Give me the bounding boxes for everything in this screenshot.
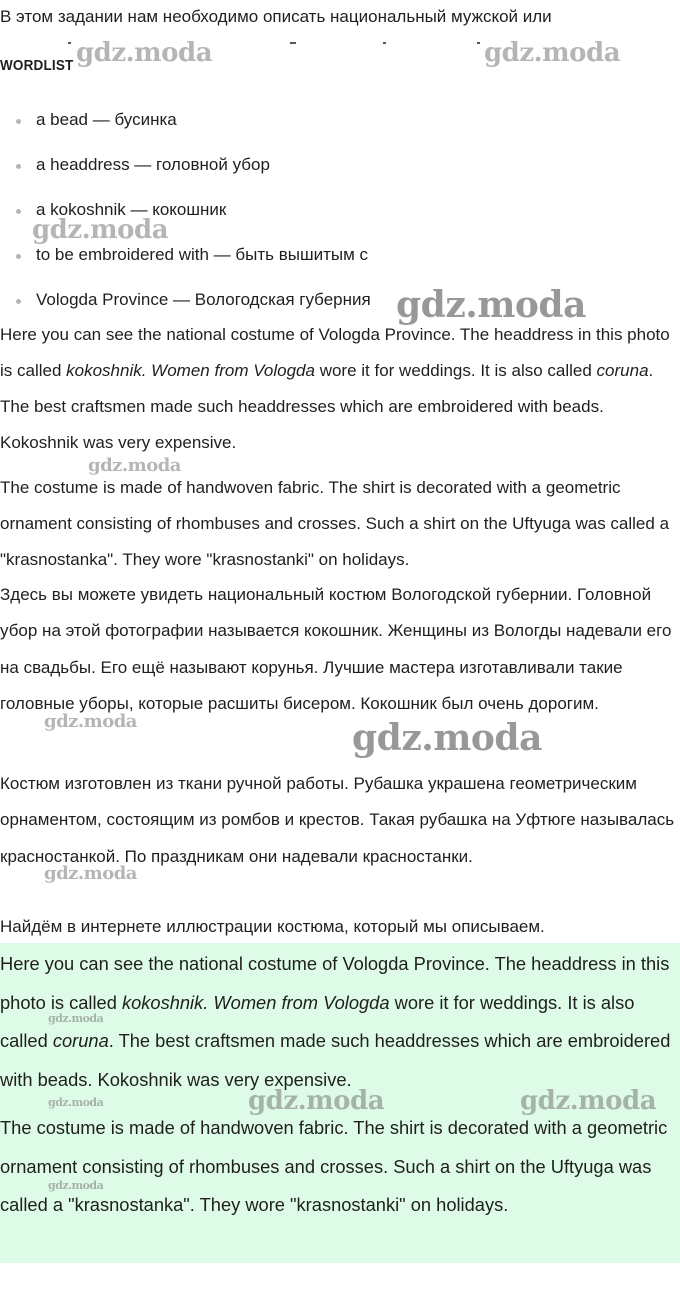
list-item: a bead — бусинка xyxy=(0,108,680,153)
bullet-icon xyxy=(16,254,21,259)
watermark: gdz.moda xyxy=(48,1012,104,1025)
watermark: gdz.moda xyxy=(76,38,213,68)
highlighted-answer xyxy=(0,943,680,1263)
list-item: a kokoshnik — кокошник xyxy=(0,198,680,243)
watermark: gdz.moda xyxy=(352,717,542,759)
bullet-icon xyxy=(16,299,21,304)
list-item: to be embroidered with — быть вышитым с xyxy=(0,243,680,288)
watermark: gdz.moda xyxy=(396,284,586,326)
watermark: gdz.moda xyxy=(44,711,137,732)
watermark: gdz.moda xyxy=(88,455,181,476)
russian-paragraph-1: Здесь вы можете увидеть национальный костюм Вологодской губернии. Головной убор на этой фотографии называется кокошник. Женщины из Вологды надевали его на свадьбы. Его ещё называют корунья. Лучшие мастера изготавливали такие головные уборы, которые расшиты бисером. Кокошник был очень дорогим. xyxy=(0,585,672,713)
intro-text: В этом задании нам необходимо описать национальный мужской или xyxy=(0,7,552,26)
english-paragraph-1: Here you can see the national costume of Vologda Province. The headdress in this photo is called kokoshnik. Women from Vologda wore it for weddings. It is also called coruna. The best craftsmen made such headdresses which are embroidered with beads. Kokoshnik was very expensive. xyxy=(0,325,670,452)
english-paragraph-2: The costume is made of handwoven fabric. The shirt is decorated with a geometric ornament consisting of rhombuses and crosses. Such a shirt on the Uftyuga was called a "krasnostanka". They wore "krasnostanki" on holidays. xyxy=(0,478,670,569)
cut-off-text-remnant xyxy=(0,42,680,52)
russian-paragraph-3: Найдём в интернете иллюстрации костюма, который мы описываем. xyxy=(0,917,545,936)
watermark: gdz.moda xyxy=(48,1179,104,1192)
bullet-icon xyxy=(16,209,21,214)
wordlist xyxy=(0,108,680,333)
watermark: gdz.moda xyxy=(520,1086,657,1116)
bullet-icon xyxy=(16,119,21,124)
wordlist-heading: WORDLIST xyxy=(0,57,74,74)
watermark: gdz.moda xyxy=(484,38,621,68)
list-item: Vologda Province — Вологодская губерния xyxy=(0,288,680,333)
watermark: gdz.moda xyxy=(44,863,137,884)
answer-paragraph-1: Here you can see the national costume of Vologda Province. The headdress in this photo is called kokoshnik. Women from Vologda wore it for weddings. It is also called coruna. The best craftsmen made such headdresses which are embroidered with beads. Kokoshnik was very expensive. xyxy=(0,953,671,1090)
watermark: gdz.moda xyxy=(32,215,169,245)
russian-paragraph-2: Костюм изготовлен из ткани ручной работы. Рубашка украшена геометрическим орнаментом, состоящим из ромбов и крестов. Такая рубашка на Уфтюге называлась красностанкой. По праздникам они надевали красностанки. xyxy=(0,774,675,866)
watermark: gdz.moda xyxy=(248,1086,385,1116)
list-item: a headdress — головной убор xyxy=(0,153,680,198)
bullet-icon xyxy=(16,164,21,169)
answer-paragraph-2: The costume is made of handwoven fabric. The shirt is decorated with a geometric ornament consisting of rhombuses and crosses. Such a shirt on the Uftyuga was called a "krasnostanka". They wore "krasnostanki" on holidays. xyxy=(0,1117,668,1215)
watermark: gdz.moda xyxy=(48,1096,104,1109)
